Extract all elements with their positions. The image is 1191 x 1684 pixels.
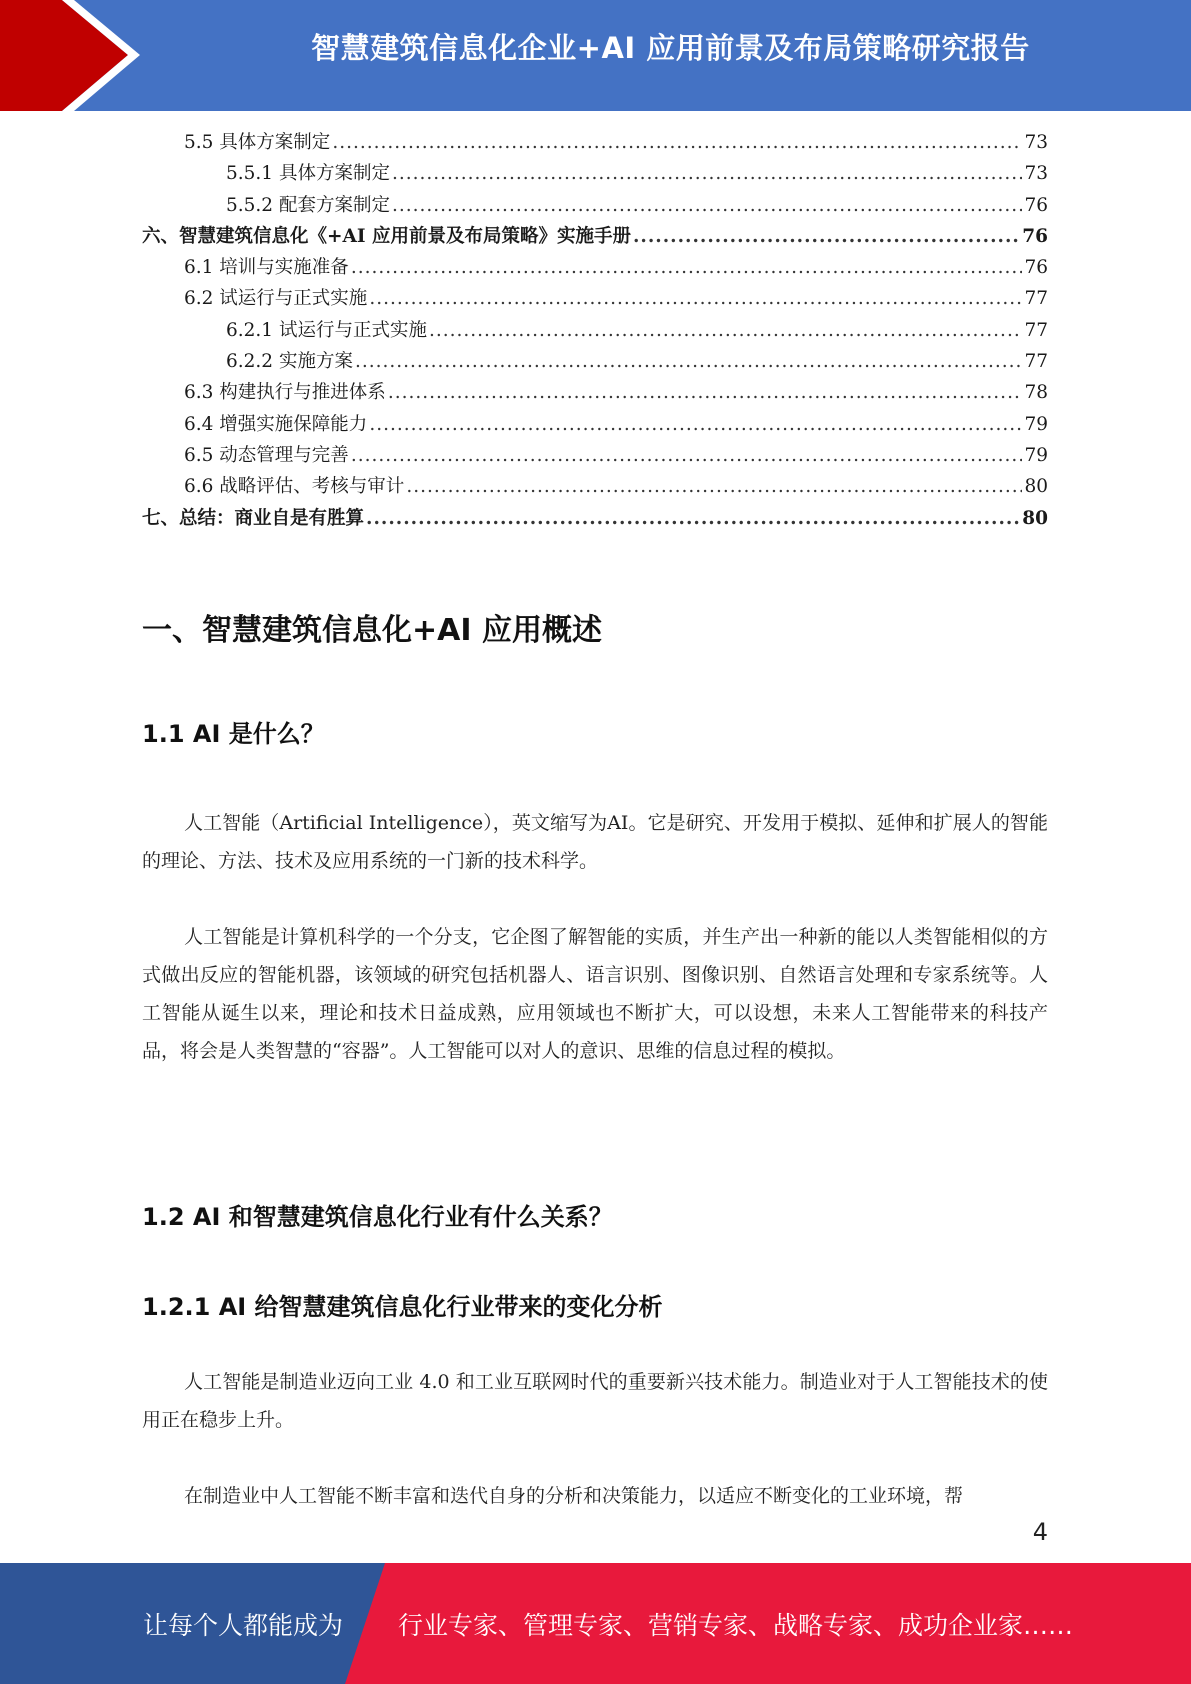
toc-entry[interactable] (142, 253, 1048, 284)
toc-label: 6.3 构建执行与推进体系 (184, 382, 386, 404)
toc-leader (369, 288, 1022, 309)
toc-page: 76 (1024, 257, 1048, 279)
toc-page: 73 (1024, 132, 1048, 153)
toc-label: 5.5 具体方案制定 (184, 132, 331, 153)
toc-label: 6.5 动态管理与完善 (184, 444, 349, 466)
toc-label: 5.5.1 具体方案制定 (226, 163, 390, 185)
toc-leader (392, 163, 1022, 184)
toc-entry[interactable] (142, 472, 1048, 503)
toc-entry[interactable] (142, 159, 1048, 190)
toc-entry[interactable] (142, 191, 1048, 222)
toc-label: 6.4 增强实施保障能力 (184, 413, 368, 435)
toc-leader (429, 320, 1022, 341)
toc-label: 5.5.2 配套方案制定 (226, 194, 390, 216)
toc-leader (351, 445, 1023, 466)
toc-label: 6.6 战略评估、考核与审计 (184, 476, 405, 498)
toc-leader (366, 508, 1020, 529)
toc-page: 76 (1022, 225, 1048, 247)
toc-page: 73 (1024, 163, 1048, 185)
toc-page: 77 (1024, 288, 1048, 310)
toc-entry[interactable] (142, 441, 1048, 472)
paragraph: 在制造业中人工智能不断丰富和迭代自身的分析和决策能力，以适应不断变化的工业环境，帮 (184, 1485, 964, 1507)
paragraph: 人工智能是计算机科学的一个分支，它企图了解智能的实质，并生产出一种新的能以人类智能相似的方式做出反应的智能机器，该领域的研究包括机器人、语言识别、图像识别、自然语言处理和专家系统等。人工智能从诞生以来，理论和技术日益成熟，应用领域也不断扩大，可以设想，未来人工智能带来的科技产品，将会是人类智慧的“容器”。人工智能可以对人的意识、思维的信息过程的模拟。 (142, 926, 1048, 1062)
toc-label: 6.1 培训与实施准备 (184, 257, 349, 279)
toc-entry[interactable] (142, 316, 1048, 347)
subsection-heading: 1.1 AI 是什么？ (142, 720, 325, 748)
toc-leader (388, 382, 1023, 403)
table-of-contents (142, 128, 1048, 535)
toc-entry[interactable] (142, 128, 1048, 159)
toc-leader (355, 351, 1023, 372)
toc-page: 80 (1022, 507, 1048, 529)
toc-leader (351, 257, 1023, 278)
toc-label: 六、智慧建筑信息化《+AI 应用前景及布局策略》实施手册 (142, 225, 631, 247)
toc-entry[interactable] (142, 284, 1048, 315)
toc-entry[interactable] (142, 410, 1048, 441)
page-footer (0, 1563, 1191, 1684)
footer-slogan-left: 让每个人都能成为 (143, 1611, 344, 1640)
toc-page: 79 (1024, 444, 1048, 466)
toc-leader (369, 414, 1022, 435)
toc-entry[interactable] (142, 347, 1048, 378)
toc-entry[interactable] (142, 504, 1048, 535)
toc-leader (392, 195, 1022, 216)
toc-leader (406, 476, 1022, 497)
toc-label: 6.2.1 试运行与正式实施 (226, 319, 427, 341)
toc-label: 6.2.2 实施方案 (226, 351, 353, 373)
toc-page: 80 (1024, 476, 1048, 498)
report-title: 智慧建筑信息化企业+AI 应用前景及布局策略研究报告 (311, 31, 1030, 65)
footer-slogan-right: 行业专家、管理专家、营销专家、战略专家、成功企业家…… (398, 1611, 1074, 1640)
subsection-heading: 1.2.1 AI 给智慧建筑信息化行业带来的变化分析 (142, 1293, 663, 1321)
toc-entry[interactable] (142, 222, 1048, 253)
page-header (0, 0, 1191, 111)
toc-page: 77 (1024, 351, 1048, 373)
toc-label: 七、总结：商业自是有胜算 (142, 507, 365, 529)
paragraph: 人工智能（Artificial Intelligence），英文缩写为AI。它是研究、开发用于模拟、延伸和扩展人的智能的理论、方法、技术及应用系统的一门新的技术科学。 (142, 812, 1048, 872)
toc-label: 6.2 试运行与正式实施 (184, 288, 368, 310)
toc-page: 78 (1024, 382, 1048, 404)
toc-page: 79 (1024, 413, 1048, 435)
toc-leader (332, 132, 1022, 153)
section-heading: 一、智慧建筑信息化+AI 应用概述 (142, 613, 602, 648)
header-arrow-decoration (0, 0, 160, 111)
toc-page: 77 (1024, 319, 1048, 341)
toc-page: 76 (1024, 194, 1048, 216)
toc-leader (633, 226, 1020, 247)
paragraph: 人工智能是制造业迈向工业 4.0 和工业互联网时代的重要新兴技术能力。制造业对于人工智能技术的使用正在稳步上升。 (142, 1371, 1048, 1431)
toc-entry[interactable] (142, 378, 1048, 409)
page-number: 4 (1032, 1518, 1048, 1546)
subsection-heading: 1.2 AI 和智慧建筑信息化行业有什么关系？ (142, 1203, 613, 1231)
